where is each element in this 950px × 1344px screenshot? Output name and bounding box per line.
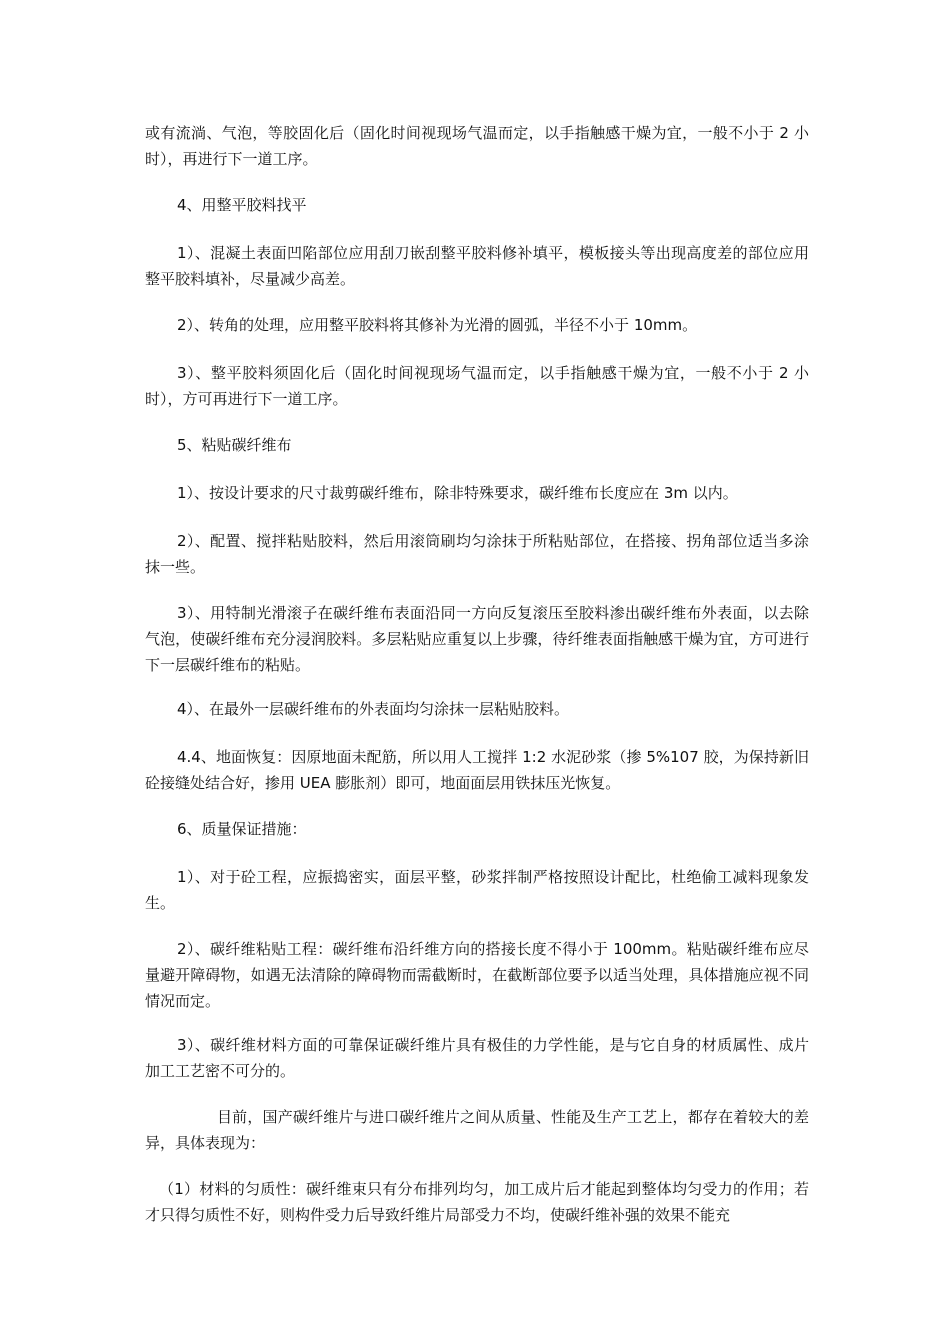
paragraph-6-2: 2）、碳纤维粘贴工程：碳纤维布沿纤维方向的搭接长度不得小于 100mm。粘贴碳纤维布应尽量避开障碍物，如遇无法清除的障碍物而需截断时，在截断部位要予以适当处理，具体措施应视不同情况而定。 bbox=[145, 940, 809, 1010]
paragraph-6-1: 1）、对于砼工程，应振捣密实，面层平整，砂浆拌制严格按照设计配比，杜绝偷工减料现象发生。 bbox=[145, 868, 809, 912]
section-heading-5: 5、粘贴碳纤维布 bbox=[177, 436, 292, 454]
paragraph-5-4: 4）、在最外一层碳纤维布的外表面均匀涂抹一层粘贴胶料。 bbox=[177, 700, 570, 718]
paragraph-5-2: 2）、配置、搅拌粘贴胶料，然后用滚筒刷均匀涂抹于所粘贴部位，在搭接、拐角部位适当多涂抹一些。 bbox=[145, 532, 809, 576]
paragraph-4-2: 2）、转角的处理，应用整平胶料将其修补为光滑的圆弧，半径不小于 10mm。 bbox=[177, 316, 698, 334]
paragraph-material-uniformity: （1）材料的匀质性：碳纤维束只有分布排列均匀，加工成片后才能起到整体均匀受力的作用；若才只得匀质性不好，则构件受力后导致纤维片局部受力不均，使碳纤维补强的效果不能充 bbox=[145, 1180, 809, 1224]
paragraph-4-4-ground-restoration: 4.4、地面恢复：因原地面未配筋，所以用人工搅拌 1:2 水泥砂浆（掺 5%107 胶，为保持新旧砼接缝处结合好，掺用 UEA 膨胀剂）即可，地面面层用铁抹压光恢复。 bbox=[145, 748, 809, 792]
paragraph-6-3: 3）、碳纤维材料方面的可靠保证碳纤维片具有极佳的力学性能，是与它自身的材质属性、成片加工工艺密不可分的。 bbox=[145, 1036, 809, 1080]
paragraph-4-3: 3）、整平胶料须固化后（固化时间视现场气温而定，以手指触感干燥为宜，一般不小于 2 小时），方可再进行下一道工序。 bbox=[145, 364, 809, 408]
section-heading-4: 4、用整平胶料找平 bbox=[177, 196, 307, 214]
paragraph-4-1: 1）、混凝土表面凹陷部位应用刮刀嵌刮整平胶料修补填平，模板接头等出现高度差的部位应用整平胶料填补，尽量减少高差。 bbox=[145, 244, 809, 288]
paragraph-5-3: 3）、用特制光滑滚子在碳纤维布表面沿同一方向反复滚压至胶料渗出碳纤维布外表面，以去除气泡，使碳纤维布充分浸润胶料。多层粘贴应重复以上步骤，待纤维表面指触感干燥为宜，方可进行下一层碳纤维布的粘贴。 bbox=[145, 604, 809, 674]
paragraph-continuation: 或有流淌、气泡，等胶固化后（固化时间视现场气温而定，以手指触感干燥为宜，一般不小于 2 小时），再进行下一道工序。 bbox=[145, 124, 809, 168]
section-heading-6: 6、质量保证措施： bbox=[177, 820, 307, 838]
paragraph-5-1: 1）、按设计要求的尺寸裁剪碳纤维布，除非特殊要求，碳纤维布长度应在 3m 以内。 bbox=[177, 484, 738, 502]
paragraph-current-status: 目前，国产碳纤维片与进口碳纤维片之间从质量、性能及生产工艺上，都存在着较大的差异，具体表现为： bbox=[145, 1108, 809, 1152]
